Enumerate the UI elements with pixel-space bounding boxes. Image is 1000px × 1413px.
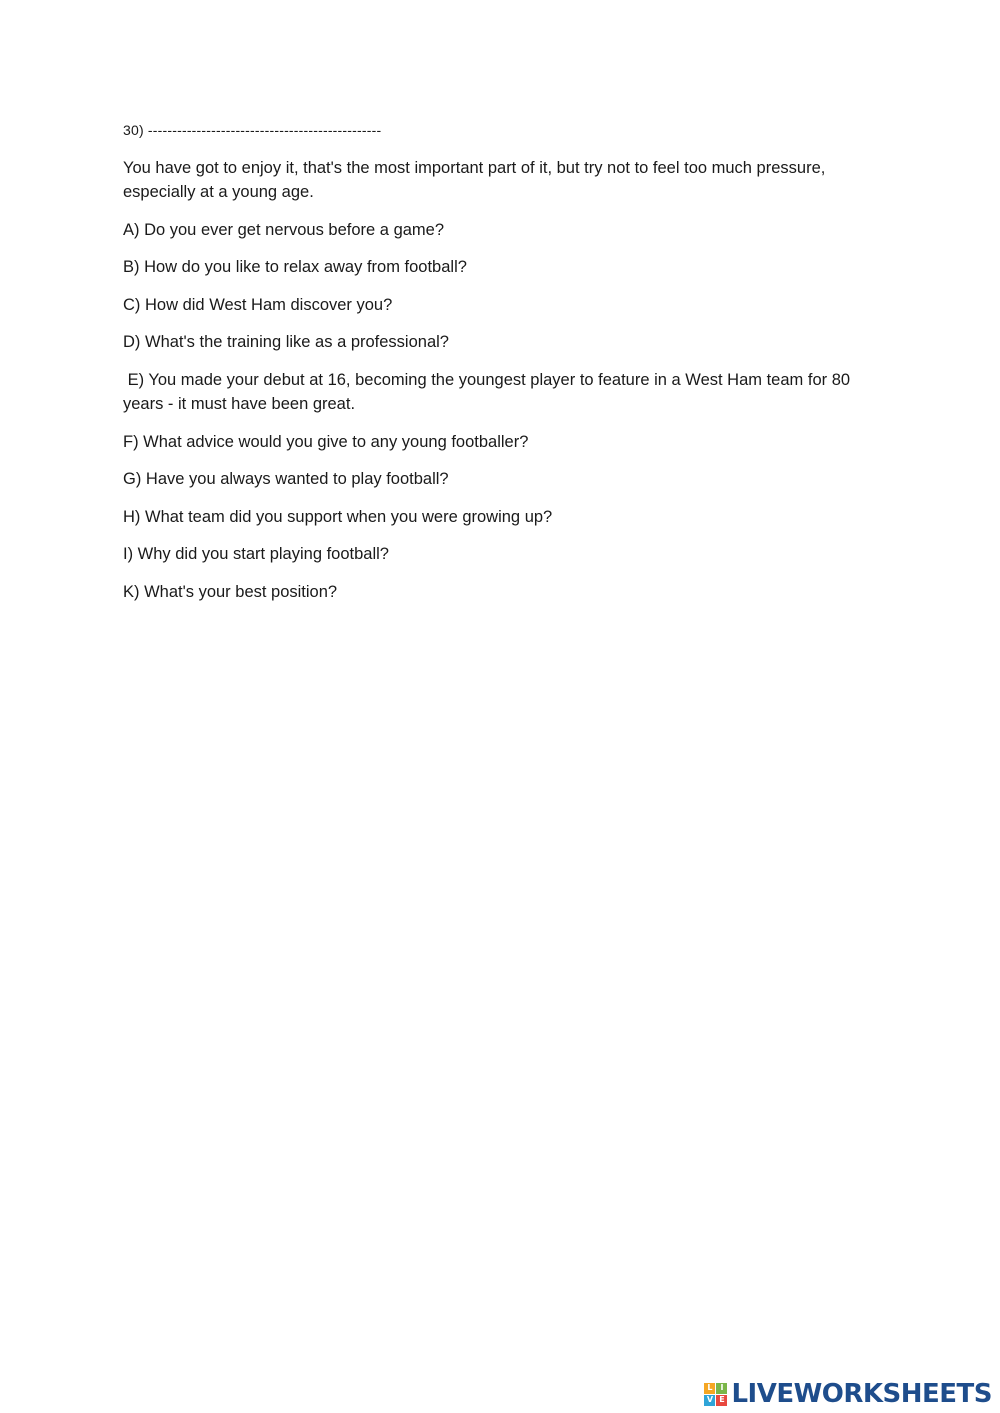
option-d: D) What's the training like as a professional? <box>123 333 449 351</box>
worksheet-content <box>123 118 883 617</box>
option-g: G) Have you always wanted to play football? <box>123 470 449 488</box>
option-k: K) What's your best position? <box>123 582 338 601</box>
liveworksheets-footer <box>704 1381 992 1407</box>
answer-text: You have got to enjoy it, that's the most important part of it, but try not to feel too much pressure, especially at a young age. <box>123 159 826 201</box>
liveworksheets-logo-icon <box>704 1383 727 1406</box>
option-i: I) Why did you start playing football? <box>123 545 389 563</box>
question-number: 30) ------------------------------------------------ <box>123 122 382 138</box>
logo-letter-i: I <box>716 1383 727 1394</box>
option-a: A) Do you ever get nervous before a game? <box>123 220 445 239</box>
option-c: C) How did West Ham discover you? <box>123 295 393 314</box>
option-e: E) You made your debut at 16, becoming the youngest player to feature in a West Ham team for 80 years - it must have been great. <box>123 371 855 413</box>
logo-letter-v: V <box>704 1395 715 1406</box>
logo-letter-l: L <box>704 1383 715 1394</box>
option-b: B) How do you like to relax away from football? <box>123 258 467 276</box>
brand-text: LIVEWORKSHEETS <box>731 1379 992 1409</box>
logo-letter-e: E <box>716 1395 727 1406</box>
option-f: F) What advice would you give to any young footballer? <box>123 432 529 451</box>
option-h: H) What team did you support when you were growing up? <box>123 507 553 526</box>
